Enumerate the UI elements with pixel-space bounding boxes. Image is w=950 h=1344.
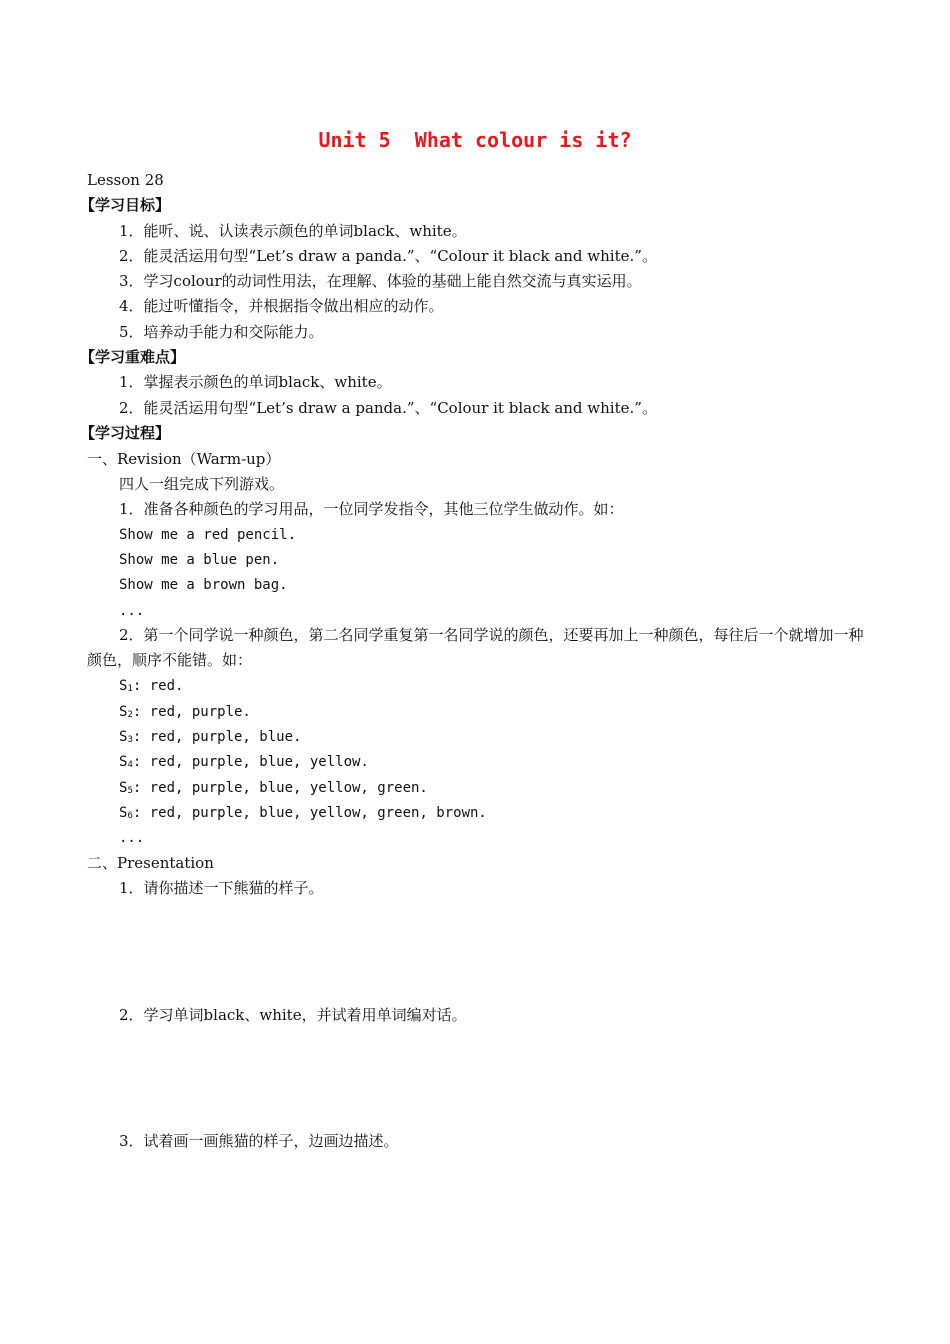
goal-item: 2．能灵活运用句型“Let’s draw a panda.”、“Colour it black and white.”。: [119, 247, 657, 265]
goals-heading: 【学习目标】: [80, 196, 171, 214]
chain-line: $S_2$: red, purple.: [119, 704, 251, 720]
key-points-heading: 【学习重难点】: [80, 348, 186, 366]
chain-line: $S_5$: red, purple, blue, yellow, green.: [119, 780, 428, 796]
section2-item2: 2．学习单词black、white，并试着用单词编对话。: [119, 1006, 467, 1024]
command-line: Show me a red pencil.: [119, 527, 297, 543]
command-line: Show me a brown bag.: [119, 577, 288, 593]
ellipsis: ...: [119, 830, 145, 846]
section1-intro: 四人一组完成下列游戏。: [119, 475, 285, 493]
process-heading: 【学习过程】: [80, 424, 171, 442]
chain-line: $S_1$: red.: [119, 678, 184, 694]
key-point-item: 1．掌握表示颜色的单词black、white。: [119, 373, 392, 391]
chain-line: $S_3$: red, purple, blue.: [119, 729, 302, 745]
lesson-label: Lesson 28: [87, 171, 164, 189]
goal-item: 5．培养动手能力和交际能力。: [119, 323, 324, 341]
key-point-item: 2．能灵活运用句型“Let’s draw a panda.”、“Colour it black and white.”。: [119, 399, 657, 417]
goal-item: 3．学习colour的动词性用法，在理解、体验的基础上能自然交流与真实运用。: [119, 272, 642, 290]
section2-item1: 1．请你描述一下熊猫的样子。: [119, 879, 324, 897]
command-line: Show me a blue pen.: [119, 552, 280, 568]
goal-item: 4．能过听懂指令，并根据指令做出相应的动作。: [119, 297, 444, 315]
section1-heading: 一、Revision（Warm-up）: [87, 450, 281, 468]
chain-line: $S_4$: red, purple, blue, yellow.: [119, 754, 369, 770]
chain-line: $S_6$: red, purple, blue, yellow, green, brown.: [119, 805, 487, 821]
goal-item: 1．能听、说、认读表示颜色的单词black、white。: [119, 222, 467, 240]
ellipsis: ...: [119, 603, 145, 619]
section1-item1: 1．准备各种颜色的学习用品，一位同学发指令，其他三位学生做动作。如：: [119, 500, 624, 518]
document-title: Unit 5 What colour is it?: [318, 128, 632, 152]
section2-heading: 二、Presentation: [87, 854, 214, 872]
section2-item3: 3．试着画一画熊猫的样子，边画边描述。: [119, 1132, 399, 1150]
section1-item2: 2．第一个同学说一种颜色，第二名同学重复第一名同学说的颜色，还要再加上一种颜色，每往后一个就增加一种颜色，顺序不能错。如：: [87, 626, 864, 669]
